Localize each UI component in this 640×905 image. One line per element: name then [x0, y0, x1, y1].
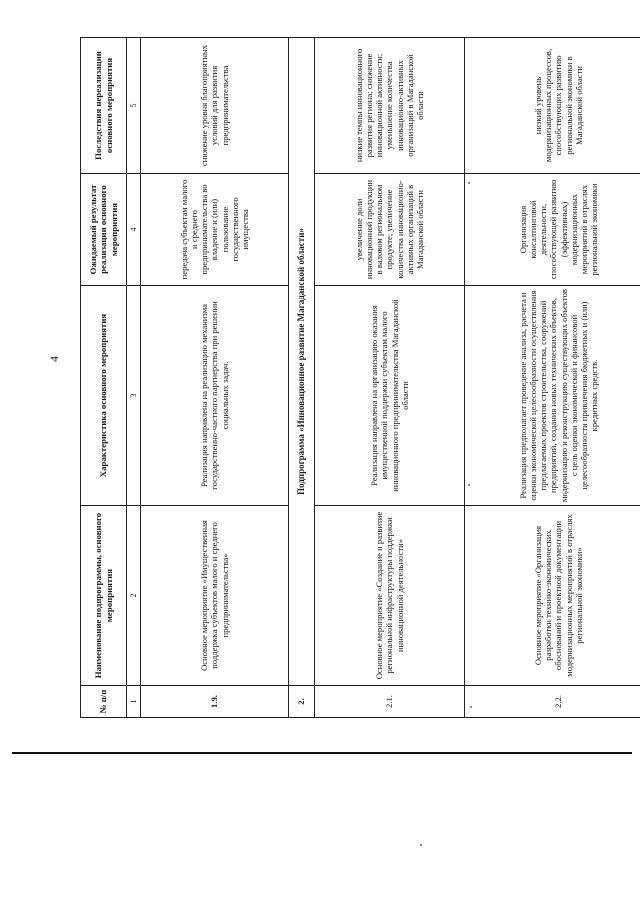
header-consequences: Последствия нереализации основного мероприятия — [81, 38, 127, 174]
scan-speck — [468, 484, 470, 486]
row-2-2-num: 2.2. — [465, 686, 640, 718]
table-row-2-1 — [315, 38, 465, 718]
header-characteristic: Характеристика основного мероприятия — [81, 286, 127, 506]
section-2-title: Подпрограмма «Инновационное развитие Магаданской области» — [289, 38, 315, 686]
rotated-table-inner — [80, 38, 640, 718]
scan-speck — [420, 844, 422, 846]
row-2-1-consequences: низкие темпы инновационного развития региона; снижение инновационной активности; уменьшение количества инновационно-активных организаций в Магаданской области — [315, 38, 465, 174]
page-number: 4 — [47, 356, 61, 362]
row-1-9-consequences: снижение уровня благоприятных условий для развития предпринимательства — [141, 38, 289, 174]
col-number-3: 3 — [127, 286, 141, 506]
header-row — [81, 38, 127, 718]
row-2-1-num: 2.1. — [315, 686, 465, 718]
col-number-2: 2 — [127, 506, 141, 686]
section-2-row — [289, 38, 315, 718]
header-expected: Ожидаемый результат реализации основного мероприятия — [81, 174, 127, 286]
column-number-row — [127, 38, 141, 718]
row-1-9-characteristic: Реализация направлена на реализацию механизма государственно-частного партнерства при решении социальных задач. — [141, 286, 289, 506]
measures-table — [80, 37, 640, 718]
col-number-4: 4 — [127, 174, 141, 286]
section-2-num: 2. — [289, 686, 315, 718]
row-1-9-num: 1.9. — [141, 686, 289, 718]
table-row-1-9 — [141, 38, 289, 718]
row-2-2-consequences: низкий уровень модернизационных процессов, способствующих развитию региональной экономики в Магаданской области — [465, 38, 640, 174]
row-2-1-name: Основное мероприятие «Создание и развитие региональной инфраструктуры поддержки инновационной деятельности» — [315, 506, 465, 686]
table-row-2-2 — [465, 38, 640, 718]
scan-speck — [470, 706, 472, 708]
scan-speck — [468, 182, 470, 184]
row-1-9-expected: передача субъектам малого и среднего предпринимательства во владение и (или) пользование государственного имущества — [141, 174, 289, 286]
col-number-1: 1 — [127, 686, 141, 718]
col-number-5: 5 — [127, 38, 141, 174]
row-2-2-expected: Организация консалтинговой деятельности, способствующей развитию (эффективных) модернизационных мероприятий в отраслях региональной экономики — [465, 174, 640, 286]
row-1-9-name: Основное мероприятие «Имущественная поддержка субъектов малого и среднего предпринимательства» — [141, 506, 289, 686]
row-2-1-expected: увеличение доли инновационной продукции в валовом региональном продукте; увеличение количества инновационно-активных организаций в Магаданской области — [315, 174, 465, 286]
header-name: Наименование подпрограммы, основного мероприятия — [81, 506, 127, 686]
row-2-1-characteristic: Реализация направлена на организацию оказания имущественной поддержки субъектам малого инновационного предпринимательства Магаданской области — [315, 286, 465, 506]
row-2-2-name: Основное мероприятие «Организация разработки технико-экономических обоснований и проектной документации модернизационных мероприятий в отраслях региональной экономики» — [465, 506, 640, 686]
bottom-rule-line — [12, 752, 632, 754]
header-num: № п/п — [81, 686, 127, 718]
row-2-2-characteristic: Реализация предполагает проведение анализа, расчета и оценки экономической целесообразности осуществления предлагаемых проектов строительства, сооружений предприятий, создания новых технических объектов, модернизацию и реконструкцию существующих объектов с цель оценки экономической и финансовой целесообразности привлечения бюджетных и (или) кредитных средств. — [465, 286, 640, 506]
rotated-table-wrapper — [80, 38, 640, 718]
